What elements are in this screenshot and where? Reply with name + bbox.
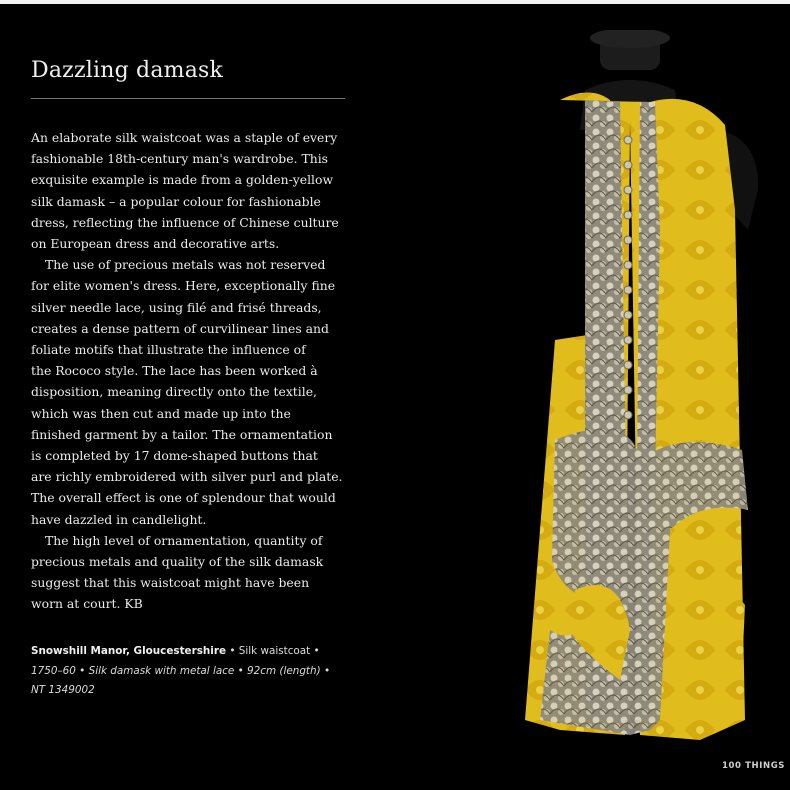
caption-details: 1750–60 • Silk damask with metal lace • 92cm (length) • (31, 664, 331, 677)
body-text-line: have dazzled in candlelight. (31, 511, 207, 527)
body-text-line: the Rococo style. The lace has been worked à (31, 363, 318, 379)
body-text-line: The use of precious metals was not reserved (45, 257, 326, 273)
body-text-line: An elaborate silk waistcoat was a staple of every (31, 130, 338, 145)
title-divider (31, 98, 345, 99)
body-text-line: exquisite example is made from a golden-yellow (31, 172, 334, 188)
object-caption (31, 642, 330, 701)
waistcoat-photo (480, 30, 780, 760)
body-text-line: suggest that this waistcoat might have been (31, 575, 310, 591)
body-text-line: silk damask – a popular colour for fashionable (31, 193, 321, 209)
body-text-line: disposition, meaning directly onto the textile, (31, 384, 317, 400)
body-text-line: silver needle lace, using filé and frisé threads, (31, 299, 322, 315)
page-title: Dazzling damask (31, 58, 224, 83)
caption-object: • Silk waistcoat • (226, 645, 320, 657)
top-edge (0, 0, 790, 4)
body-text-line: creates a dense pattern of curvilinear lines and (31, 320, 329, 336)
body-text-line: The overall effect is one of splendour that would (31, 490, 336, 506)
body-text-line: precious metals and quality of the silk damask (31, 554, 324, 570)
caption-accession: NT 1349002 (31, 684, 95, 696)
body-text-line: fashionable 18th-century man's wardrobe. This (31, 151, 329, 167)
body-text-line: The high level of ornamentation, quantity of (45, 532, 323, 548)
body-text-line: for elite women's dress. Here, exceptionally fine (31, 278, 336, 294)
body-text-line: dress, reflecting the influence of Chinese culture (31, 214, 339, 230)
article-body (31, 127, 361, 615)
body-text-line: foliate motifs that illustrate the influence of (31, 342, 306, 358)
body-text-line: which was then cut and made up into the (31, 405, 291, 421)
running-footer: 100 THINGS (722, 761, 785, 771)
caption-location: Snowshill Manor, Gloucestershire (31, 645, 227, 657)
body-text-line: is completed by 17 dome-shaped buttons that (31, 448, 318, 464)
body-text-line: worn at court. KB (31, 596, 143, 612)
body-text-line: on European dress and decorative arts. (31, 236, 280, 252)
body-text-line: finished garment by a tailor. The ornamentation (31, 426, 333, 442)
body-text-line: are richly embroidered with silver purl and plate. (31, 469, 343, 485)
